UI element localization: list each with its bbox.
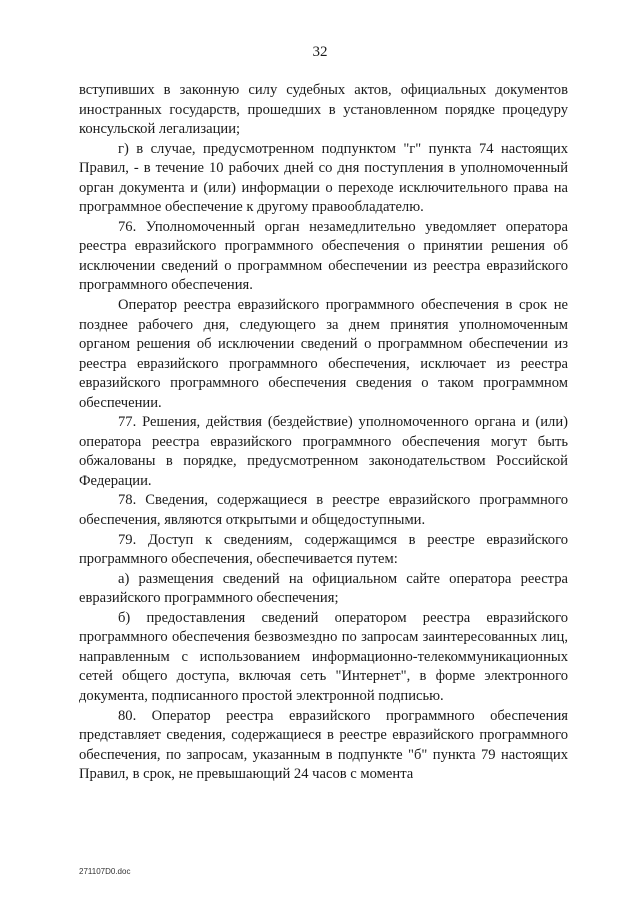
paragraph-79-b: б) предоставления сведений оператором реестра евразийского программного обеспечения безвозмездно по запросам заинтересованных лиц, направленным с использованием информационно-телекоммуникационных сетей общего доступа, включая сеть "Интернет", в форме электронного документа, подписанного простой электронной подписью. [79,609,568,704]
page-number: 32 [312,44,328,60]
paragraph-77: 77. Решения, действия (бездействие) уполномоченного органа и (или) оператора реестра евразийского программного обеспечения могут быть обжалованы в порядке, предусмотренном законодательством Российской Федерации. [79,414,568,489]
paragraph-78: 78. Сведения, содержащиеся в реестре евразийского программного обеспечения, являются открытыми и общедоступными. [79,492,568,529]
paragraph-79-a: а) размещения сведений на официальном сайте оператора реестра евразийского программного обеспечения; [79,570,568,607]
paragraph-continuation: вступивших в законную силу судебных актов, официальных документов иностранных государств, прошедших в установленном порядке процедуру консульской легализации; [79,82,568,138]
document-body [79,81,568,785]
paragraph-79: 79. Доступ к сведениям, содержащимся в реестре евразийского программного обеспечения, обеспечивается путем: [79,531,568,568]
file-name-footer: 271107D0.doc [79,867,131,876]
paragraph-76: 76. Уполномоченный орган незамедлительно уведомляет оператора реестра евразийского программного обеспечения о принятии решения об исключении сведений о программном обеспечении из реестра евразийского программного обеспечения. [79,218,568,294]
paragraph-80: 80. Оператор реестра евразийского программного обеспечения представляет сведения, содержащиеся в реестре евразийского программного обеспечения, по запросам, указанным в подпункте "б" пункта 79 настоящих Правил, в срок, не превышающий 24 часов с момента [79,707,568,783]
paragraph-subitem-g: г) в случае, предусмотренном подпунктом "г" пункта 74 настоящих Правил, - в течение 10 рабочих дней со дня поступления в уполномоченный орган документа и (или) информации о переходе исключительного права на программное обеспечение к другому правообладателю. [79,140,568,216]
paragraph-76-operator: Оператор реестра евразийского программного обеспечения в срок не позднее рабочего дня, следующего за днем принятия уполномоченным органом решения об исключении сведений о программном обеспечении из реестра евразийского программного обеспечения, исключает из реестра евразийского программного обеспечения сведения о таком программном обеспечении. [79,297,568,411]
